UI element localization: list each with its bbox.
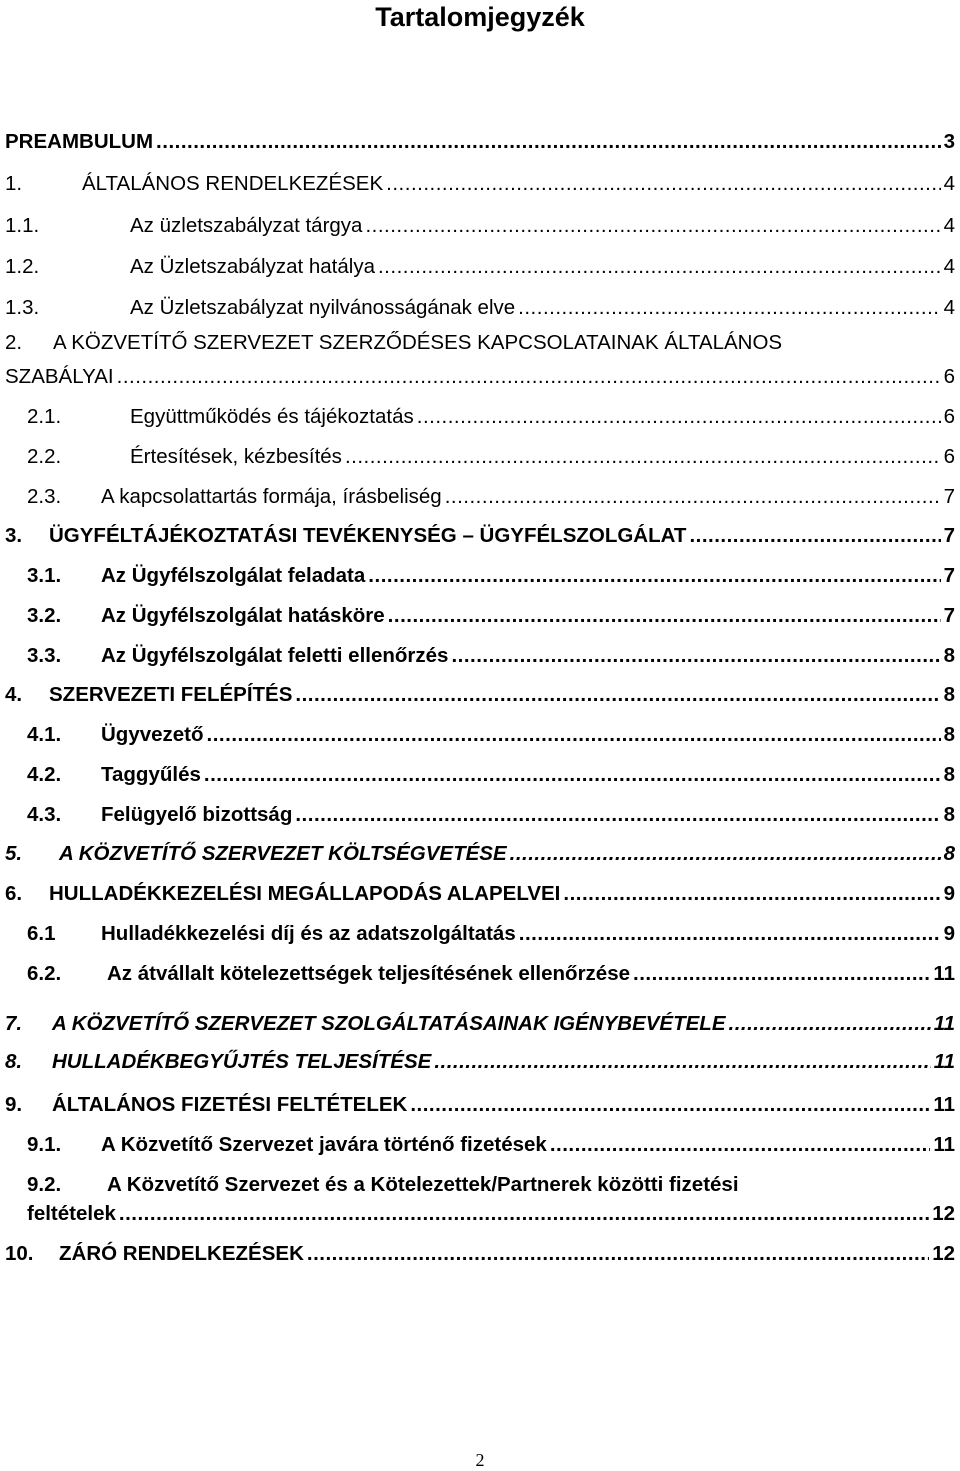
toc-entry-page: 8 <box>943 763 955 786</box>
toc-leader-dots <box>345 442 941 472</box>
toc-entry-label: HULLADÉKBEGYŰJTÉS TELJESÍTÉSE <box>52 1050 432 1073</box>
toc-entry-9[interactable] <box>0 1090 960 1120</box>
toc-entry-number: 10. <box>5 1242 34 1265</box>
toc-entry-page: 3 <box>943 130 955 153</box>
toc-entry-number: 2. <box>5 331 23 354</box>
toc-entry-number: 1.3. <box>5 296 40 319</box>
toc-entry-number: 3.3. <box>27 644 62 667</box>
toc-entry-label-line1: A KÖZVETÍTŐ SZERVEZET SZERZŐDÉSES KAPCSOLATAINAK ÁLTALÁNOS <box>53 331 783 354</box>
toc-entry-number: 4. <box>5 683 23 706</box>
toc-entry-number: 5. <box>5 842 23 865</box>
toc-entry-number: 4.2. <box>27 763 62 786</box>
toc-entry-label: SZERVEZETI FELÉPÍTÉS <box>49 683 293 706</box>
toc-leader-dots <box>445 482 941 512</box>
toc-entry-page: 12 <box>932 1242 955 1265</box>
toc-entry-number: 9.2. <box>27 1173 62 1196</box>
toc-leader-dots <box>388 601 941 631</box>
toc-entry-label: ÁLTALÁNOS RENDELKEZÉSEK <box>82 172 384 195</box>
toc-entry-page: 6 <box>943 445 955 468</box>
toc-entry-page: 7 <box>943 524 955 547</box>
toc-entry-6[interactable] <box>0 879 960 909</box>
toc-entry-label: Az átvállalt kötelezettségek teljesítésének ellenőrzése <box>107 962 631 985</box>
toc-leader-dots <box>729 1009 931 1039</box>
toc-entry-label: SZABÁLYAI <box>5 365 114 388</box>
toc-entry-3-2[interactable] <box>0 601 960 631</box>
toc-entry-page: 4 <box>943 214 955 237</box>
toc-leader-dots <box>689 521 940 551</box>
toc-entry-number: 1. <box>5 172 23 195</box>
toc-leader-dots <box>550 1130 930 1160</box>
toc-leader-dots <box>368 561 940 591</box>
toc-entry-1-2[interactable] <box>0 252 960 282</box>
toc-entry-number: 3.2. <box>27 604 62 627</box>
toc-entry-label: Az Ügyfélszolgálat feladata <box>101 564 366 587</box>
toc-entry-label: HULLADÉKKEZELÉSI MEGÁLLAPODÁS ALAPELVEI <box>49 882 561 905</box>
toc-leader-dots <box>451 641 940 671</box>
toc-entry-number: 4.1. <box>27 723 62 746</box>
toc-entry-page: 8 <box>943 683 955 706</box>
toc-entry-number: 2.1. <box>27 405 62 428</box>
toc-entry-2-2[interactable] <box>0 442 960 472</box>
page-number: 2 <box>475 1450 485 1470</box>
toc-entry-9-1[interactable] <box>0 1130 960 1160</box>
toc-entry-page: 11 <box>933 962 955 985</box>
toc-entry-label: Értesítések, kézbesítés <box>130 445 342 468</box>
toc-leader-dots <box>633 959 930 989</box>
toc-entry-page: 9 <box>943 882 955 905</box>
toc-entry-6-1[interactable] <box>0 919 960 949</box>
toc-entry-label: Felügyelő bizottság <box>101 803 293 826</box>
toc-leader-dots <box>417 402 941 432</box>
toc-leader-dots <box>295 680 940 710</box>
toc-leader-dots <box>207 720 941 750</box>
toc-leader-dots <box>563 879 940 909</box>
toc-entry-page: 8 <box>943 803 955 826</box>
toc-entry-6-2[interactable] <box>0 959 960 989</box>
toc-entry-number: 8. <box>5 1050 23 1073</box>
toc-entry-number: 9. <box>5 1093 23 1116</box>
toc-entry-number: 3.1. <box>27 564 62 587</box>
toc-entry-1-3[interactable] <box>0 293 960 323</box>
toc-entry-page: 11 <box>933 1093 955 1116</box>
toc-entry-label: A kapcsolattartás formája, írásbeliség <box>101 485 442 508</box>
toc-entry-number: 6.2. <box>27 962 62 985</box>
toc-entry-label: Az üzletszabályzat tárgya <box>130 214 363 237</box>
toc-leader-dots <box>365 211 940 241</box>
toc-entry-7[interactable] <box>0 1009 960 1039</box>
toc-entry-9-2-first-line <box>27 1170 739 1200</box>
toc-entry-label: Hulladékkezelési díj és az adatszolgáltatás <box>101 922 516 945</box>
toc-leader-dots <box>156 127 941 157</box>
toc-entry-number: 6.1 <box>27 922 56 945</box>
toc-entry-2-3[interactable] <box>0 482 960 512</box>
toc-entry-page: 8 <box>943 842 955 865</box>
toc-entry-label: feltételek <box>27 1202 116 1225</box>
toc-entry-label: ÜGYFÉLTÁJÉKOZTATÁSI TEVÉKENYSÉG – ÜGYFÉLSZOLGÁLAT <box>49 524 687 547</box>
toc-entry-3-3[interactable] <box>0 641 960 671</box>
toc-entry-number: 1.1. <box>5 214 40 237</box>
toc-entry-label: A KÖZVETÍTŐ SZERVEZET SZOLGÁLTATÁSAINAK IGÉNYBEVÉTELE <box>52 1012 726 1035</box>
toc-entry-8[interactable] <box>0 1047 960 1077</box>
toc-entry-label: Az Ügyfélszolgálat hatásköre <box>101 604 385 627</box>
toc-entry-label-line1: A Közvetítő Szervezet és a Kötelezettek/Partnerek közötti fizetési <box>107 1173 739 1196</box>
toc-entry-number: 2.2. <box>27 445 62 468</box>
toc-entry-label: Együttműködés és tájékoztatás <box>130 405 414 428</box>
toc-entry-number: 4.3. <box>27 803 62 826</box>
toc-entry-label: Az Üzletszabályzat nyilvánosságának elve <box>130 296 516 319</box>
toc-entry-page: 11 <box>933 1012 955 1035</box>
toc-leader-dots <box>518 293 940 323</box>
toc-leader-dots <box>378 252 941 282</box>
toc-entry-label: ÁLTALÁNOS FIZETÉSI FELTÉTELEK <box>52 1093 408 1116</box>
toc-entry-3-1[interactable] <box>0 561 960 591</box>
toc-entry-number: 7. <box>5 1012 23 1035</box>
toc-entry-page: 8 <box>943 723 955 746</box>
toc-leader-dots <box>295 800 940 830</box>
toc-entry-label: A Közvetítő Szervezet javára történő fizetések <box>101 1133 547 1156</box>
toc-entry-3[interactable] <box>0 521 960 551</box>
toc-entry-page: 4 <box>943 172 955 195</box>
toc-leader-dots <box>434 1047 930 1077</box>
toc-entry-9-2[interactable] <box>0 1199 960 1229</box>
document-title: Tartalomjegyzék <box>375 2 585 32</box>
toc-leader-dots <box>117 362 941 392</box>
toc-entry-2[interactable] <box>0 362 960 392</box>
toc-entry-number: 9.1. <box>27 1133 62 1156</box>
toc-entry-4-2[interactable] <box>0 760 960 790</box>
toc-entry-2-first-line <box>5 328 782 358</box>
toc-entry-label: A KÖZVETÍTŐ SZERVEZET KÖLTSÉGVETÉSE <box>59 842 507 865</box>
toc-entry-page: 6 <box>943 365 955 388</box>
toc-entry-number: 2.3. <box>27 485 62 508</box>
toc-entry-4-3[interactable] <box>0 800 960 830</box>
toc-entry-2-1[interactable] <box>0 402 960 432</box>
toc-entry-label: Taggyűlés <box>101 763 201 786</box>
toc-entry-page: 11 <box>933 1133 955 1156</box>
toc-leader-dots <box>119 1199 929 1229</box>
toc-entry-label: Ügyvezető <box>101 723 204 746</box>
toc-entry-label: PREAMBULUM <box>5 130 154 153</box>
toc-entry-number: 3. <box>5 524 23 547</box>
toc-entry-preambulum[interactable] <box>0 127 960 157</box>
toc-entry-page: 6 <box>943 405 955 428</box>
toc-entry-number: 6. <box>5 882 23 905</box>
toc-leader-dots <box>410 1090 930 1120</box>
toc-leader-dots <box>510 839 941 869</box>
toc-entry-label: ZÁRÓ RENDELKEZÉSEK <box>59 1242 304 1265</box>
toc-entry-1-1[interactable] <box>0 211 960 241</box>
toc-entry-4[interactable] <box>0 680 960 710</box>
toc-entry-page: 9 <box>943 922 955 945</box>
toc-entry-page: 12 <box>932 1202 955 1225</box>
toc-entry-label: Az Üzletszabályzat hatálya <box>130 255 375 278</box>
toc-entry-page: 11 <box>933 1050 955 1073</box>
toc-entry-10[interactable] <box>0 1239 960 1269</box>
toc-entry-page: 4 <box>943 296 955 319</box>
toc-entry-page: 8 <box>943 644 955 667</box>
toc-entry-5[interactable] <box>0 839 960 869</box>
toc-leader-dots <box>386 169 940 199</box>
toc-entry-page: 4 <box>943 255 955 278</box>
toc-entry-1[interactable] <box>0 169 960 199</box>
toc-entry-label: Az Ügyfélszolgálat feletti ellenőrzés <box>101 644 449 667</box>
toc-leader-dots <box>519 919 941 949</box>
toc-leader-dots <box>204 760 941 790</box>
toc-entry-page: 7 <box>943 604 955 627</box>
toc-entry-number: 1.2. <box>5 255 40 278</box>
toc-entry-page: 7 <box>943 564 955 587</box>
toc-entry-page: 7 <box>943 485 955 508</box>
toc-leader-dots <box>307 1239 929 1269</box>
toc-entry-4-1[interactable] <box>0 720 960 750</box>
